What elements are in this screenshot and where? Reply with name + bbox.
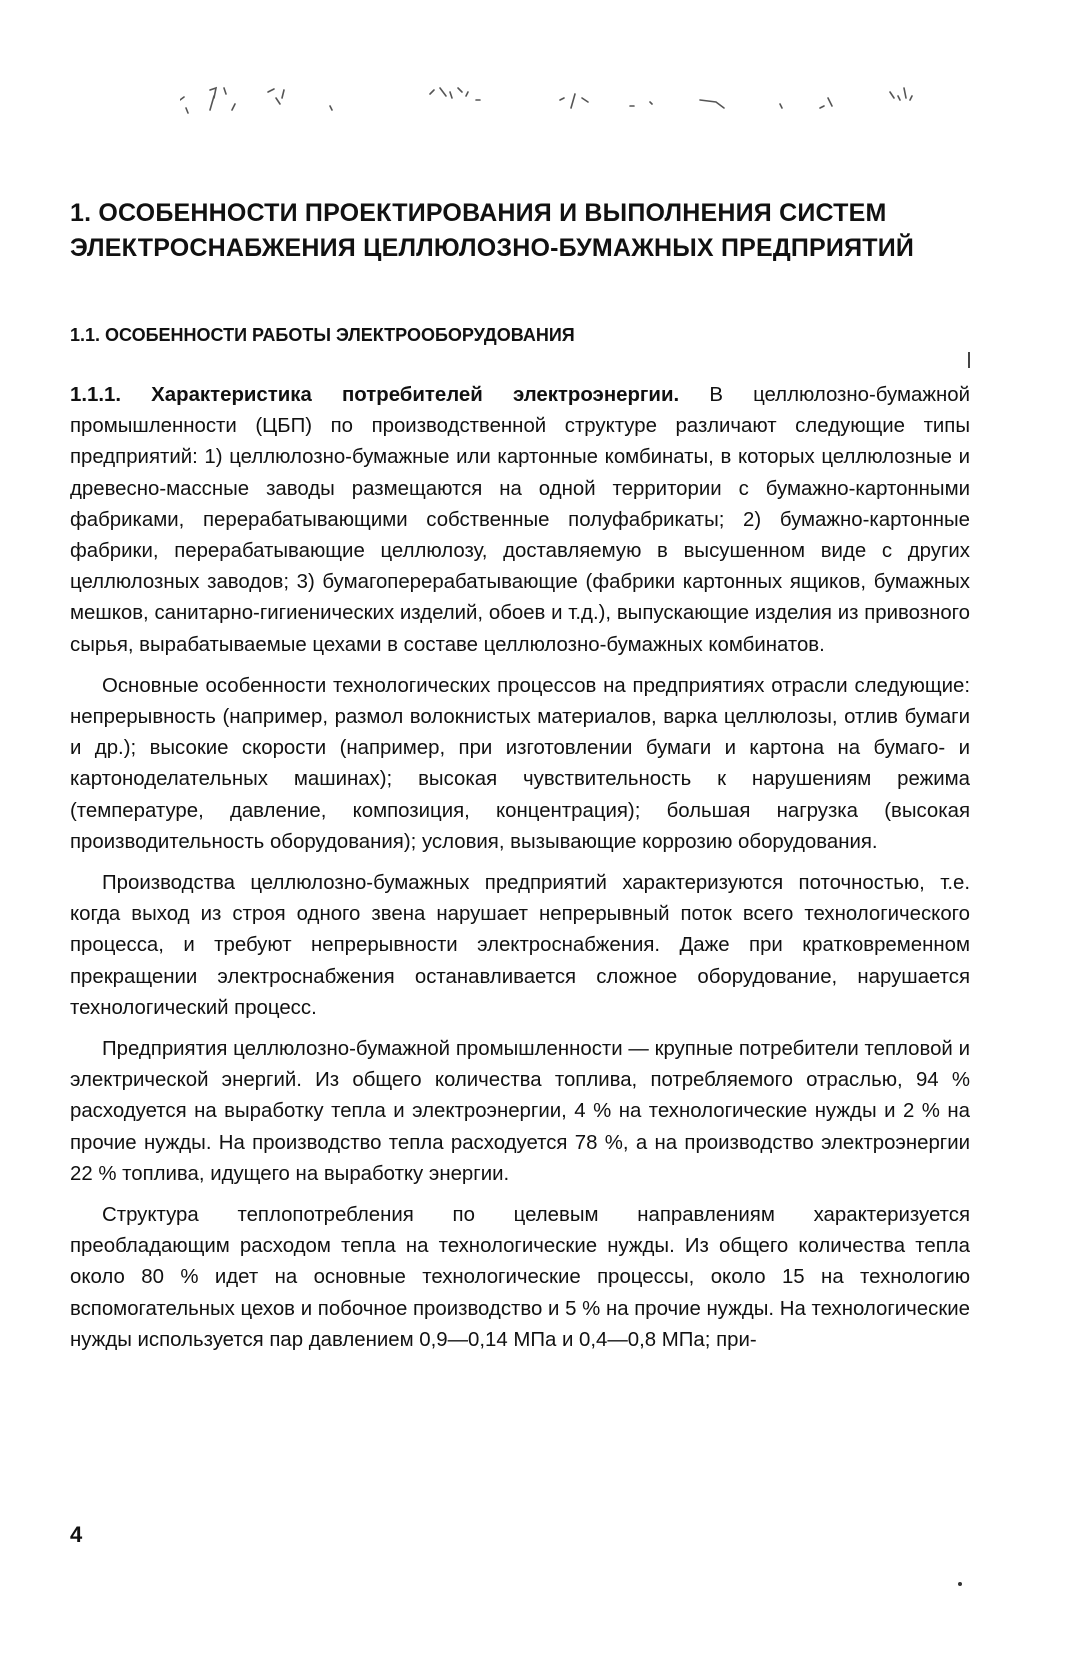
scan-dot [958,1582,962,1586]
chapter-title [70,196,970,266]
scan-noise [180,78,1060,138]
paragraph-3: Производства целлюлозно-бумажных предприятий характеризуются поточностью, т.е. когда выход из строя одного звена нарушает непрерывный поток всего технологического процесса, и требуют непрерывности электроснабжения. Даже при кратковременном прекращении электроснабжения останавливается сложное оборудование, нарушается технологический процесс. [70,872,970,1019]
page-number: 4 [70,1522,83,1547]
document-page [70,0,970,1671]
paragraph-1-text: В целлюлозно-бумажной промышленности (ЦБП) по производственной структуре различают следующие типы предприятий: 1) целлюлозно-бумажные или картонные комбинаты, в которых целлюлозные и древесно-массные заводы размещаются на одной территории с бумажно-картонными фабриками, перерабатывающими собственные полуфабрикаты; 2) бумажно-картонные фабрики, перерабатывающие целлюлозу, доставляемую в высушенном виде с других целлюлозных заводов; 3) бумагоперерабатывающие (фабрики картонных ящиков, бумажных мешков, санитарно-гигиенических изделий, обоев и т.д.), выпускающие изделия из привозного сырья, вырабатываемые цехами в составе целлюлозно-бумажных комбинатов. [70,384,970,656]
body-text [70,380,970,1366]
subsection-heading: 1.1.1. Характеристика потребителей электроэнергии. [70,384,680,406]
paragraph-1 [70,380,970,661]
section-title: 1.1. ОСОБЕННОСТИ РАБОТЫ ЭЛЕКТРООБОРУДОВАНИЯ [70,325,575,345]
paragraph-4: Предприятия целлюлозно-бумажной промышленности — крупные потребители тепловой и электрической энергий. Из общего количества топлива, потребляемого отраслью, 94 % расходуется на выработку тепла и электроэнергии, 4 % на технологические нужды и 2 % на прочие нужды. На производство тепла расходуется 78 %, а на производство электроэнергии 22 % топлива, идущего на выработку энергии. [70,1038,970,1185]
chapter-title-line-1: 1. ОСОБЕННОСТИ ПРОЕКТИРОВАНИЯ И ВЫПОЛНЕНИЯ СИСТЕМ [70,199,887,227]
paragraph-2: Основные особенности технологических процессов на предприятиях отрасли следующие: непрерывность (например, размол волокнистых материалов, варка целлюлозы, отлив бумаги и др.); высокие скорости (например, при изготовлении бумаги и картона на бумаго- и картоноделательных машинах); высокая чувствительность к нарушениям режима (температуре, давление, композиция, концентрация); большая нагрузка (высокая производительность оборудования); условия, вызывающие коррозию оборудования. [70,674,970,853]
paragraph-5: Структура теплопотребления по целевым направлениям характеризуется преобладающим расходом тепла на технологические нужды. Из общего количества тепла около 80 % идет на основные технологические процессы, около 15 на технологию вспомогательных цехов и побочное производство и 5 % на прочие нужды. На технологические нужды используется пар давлением 0,9—0,14 МПа и 0,4—0,8 МПа; при- [70,1204,970,1351]
margin-mark [968,352,970,368]
chapter-title-line-2: ЭЛЕКТРОСНАБЖЕНИЯ ЦЕЛЛЮЛОЗНО-БУМАЖНЫХ ПРЕДПРИЯТИЙ [70,234,915,262]
